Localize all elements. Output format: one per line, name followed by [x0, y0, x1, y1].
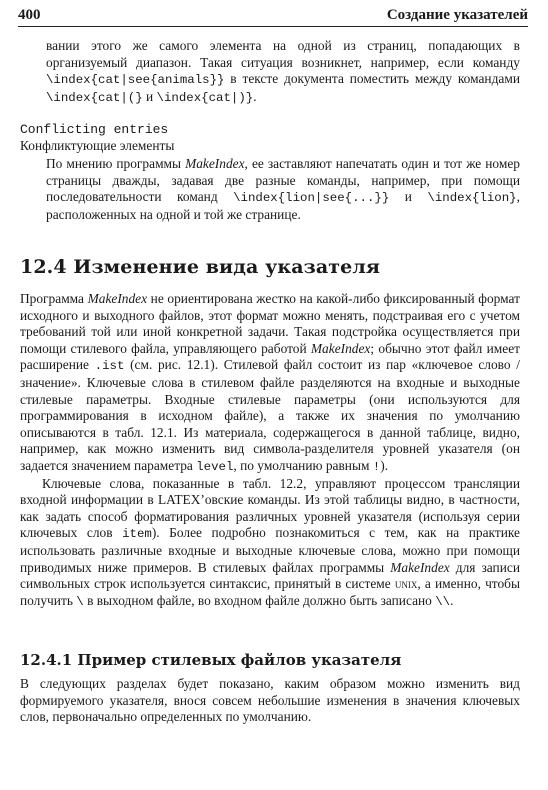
section-heading: 12.4 Изменение вида указателя	[20, 256, 380, 278]
section-body	[20, 291, 520, 610]
entry-description	[20, 156, 520, 223]
paragraph-3: Программа MakeIndex не ориентирована жестко на какой-либо фиксированный формат исходного и выходного файлов, этот формат можно менять, подстраивая его с учетом требований той или иной конкретной задачи. Такая подстройка осуществляется при помощи стилевого файла, управляющего работой MakeIndex; обычно этот файл имеет расширение .ist (см. рис. 12.1). Стилевой файл состоит из пар «ключевое слово / значение». Ключевые слова в стилевом файле разделяются на входные и выходные стилевые параметры. Входные стилевые параметры (они используются для программирования в исходном файле), а также их значения по умолчанию описываются в табл. 12.1. Из материала, содержащегося в данной таблице, видно, например, как можно изменить вид символа-разделителя уровней указателя (он задается значением параметра level, по умолчанию равным !).	[20, 291, 520, 474]
running-title: Создание указателей	[386, 7, 528, 23]
running-header	[18, 6, 528, 27]
page-number: 400	[18, 7, 41, 23]
paragraph-1: вании этого же самого элемента на одной из страниц, попадающих в организуемый диапазон. Такая ситуация возникнет, например, если команду \index{cat|see{animals}} в тексте документа поместить между командами \index{cat|(} и \index{cat|)}.	[46, 38, 520, 105]
entry-term: Conflicting entries	[20, 122, 169, 137]
subsection-heading: 12.4.1 Пример стилевых файлов указателя	[20, 651, 402, 669]
paragraph-4: Ключевые слова, показанные в табл. 12.2, управляют процессом трансляции входной информации в LATEX’овские команды. Из этой таблицы видно, в частности, как задать способ форматирования различных уровней указателя (используя серии ключевых слов item). Более подробно познакомиться с тем, как на практике использовать различные входные и выходные ключевые слова, можно при помощи приводимых ниже примеров. В стилевых файлах программы MakeIndex для записи символьных строк используется синтаксис, принятый в системе unix, а именно, чтобы получить \ в выходном файле, во входном файле должно быть записано \\.	[20, 475, 520, 609]
paragraph-2: По мнению программы MakeIndex, ее заставляют напечатать один и тот же номер страницы дважды, задавая две разные команды, например, при помощи последовательности команд \index{lion|see{...}} и \index{lion}, расположенных на одной и той же странице.	[46, 156, 520, 222]
glossary-entry	[20, 122, 520, 154]
latex-logo: LATEX	[157, 492, 201, 508]
paragraph-continuation	[20, 38, 520, 106]
subsection-body	[20, 676, 520, 726]
entry-translation: Конфликтующие элементы	[20, 138, 175, 153]
paragraph-5: В следующих разделах будет показано, каким образом можно изменить вид формируемого указателя, внося совсем небольшие изменения в значения ключевых слов, первоначально определенных по умолчанию.	[20, 676, 520, 725]
